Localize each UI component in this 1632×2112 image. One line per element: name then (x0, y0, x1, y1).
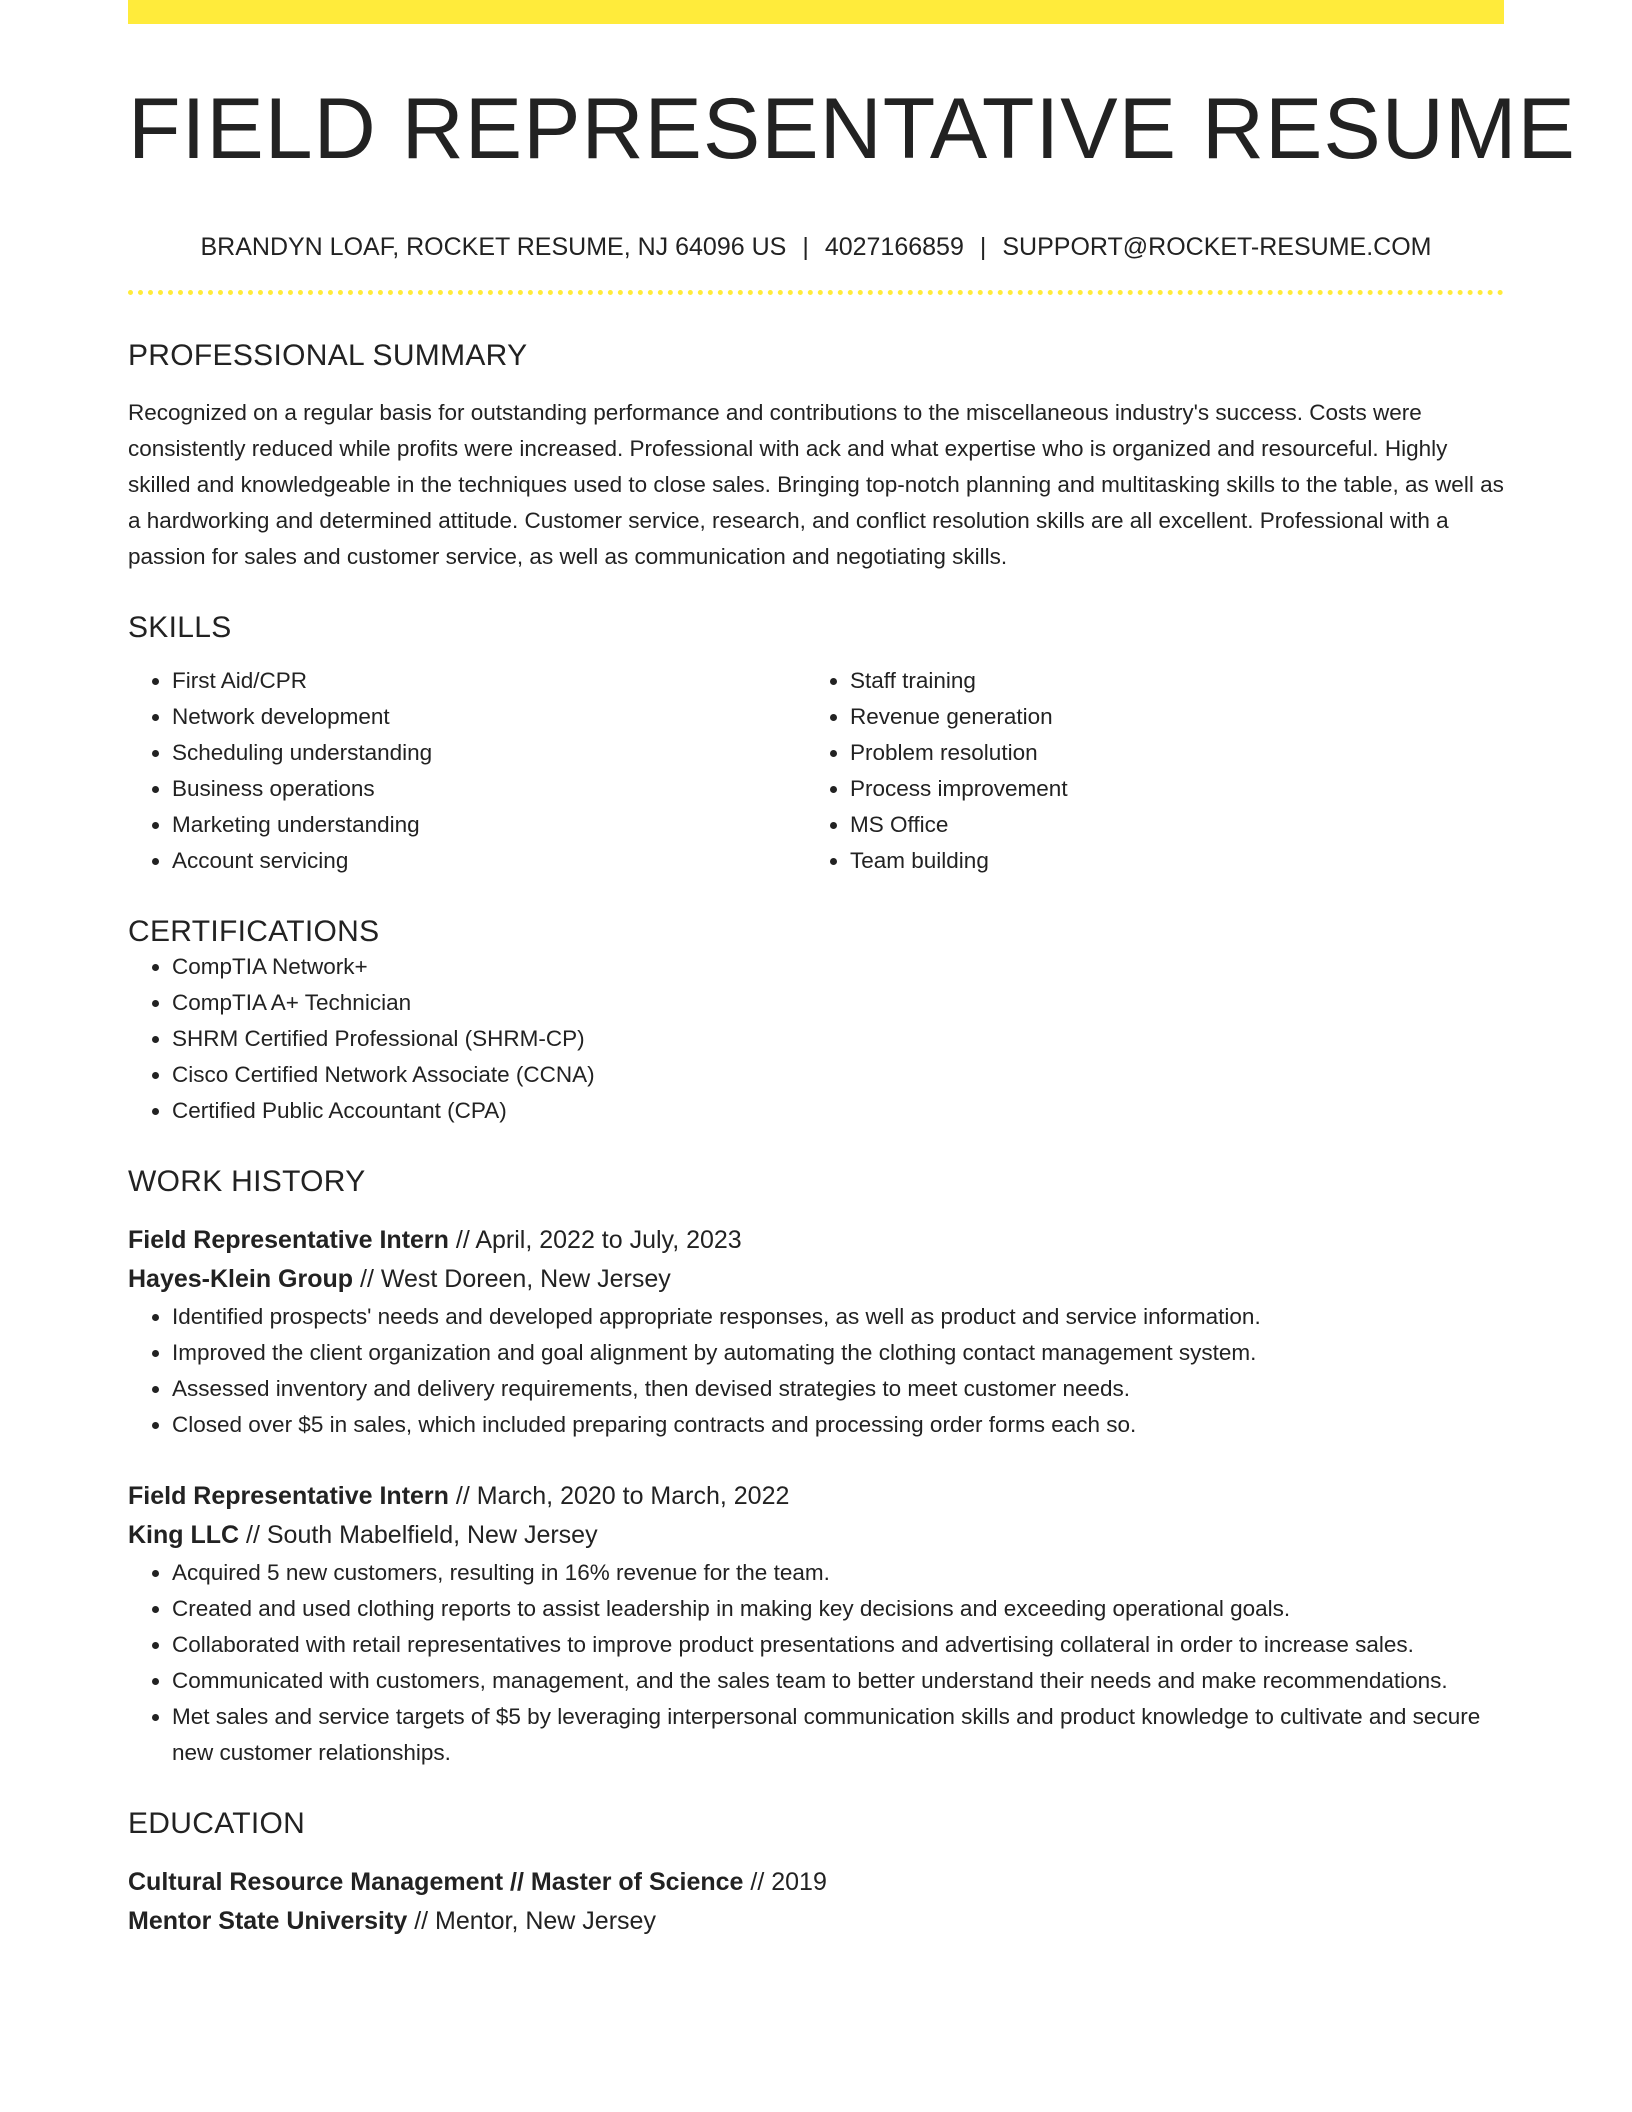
contact-separator: | (802, 232, 809, 261)
skill-item: • Marketing understanding (172, 807, 806, 843)
certification-item: • SHRM Certified Professional (SHRM-CP) (172, 1021, 1504, 1057)
skill-item: • Revenue generation (850, 699, 1484, 735)
contact-email: SUPPORT@ROCKET-RESUME.COM (1002, 232, 1432, 261)
job-bullet: • Identified prospects' needs and developed appropriate responses, as well as product and service information. (172, 1299, 1504, 1335)
skill-item: • Scheduling understanding (172, 735, 806, 771)
job-title-line (128, 1221, 1504, 1260)
skills-heading: SKILLS (128, 610, 232, 644)
job-bullet: • Created and used clothing reports to assist leadership in making key decisions and exceeding operational goals. (172, 1591, 1504, 1627)
skill-item: • MS Office (850, 807, 1484, 843)
certifications-heading: CERTIFICATIONS (128, 914, 380, 948)
job-bullet: • Closed over $5 in sales, which included preparing contracts and processing order forms each so. (172, 1407, 1504, 1443)
skill-item: • Process improvement (850, 771, 1484, 807)
contact-line (128, 233, 1504, 262)
contact-phone: 4027166859 (824, 232, 964, 261)
job-bullet: • Improved the client organization and goal alignment by automating the clothing contact management system. (172, 1335, 1504, 1371)
skill-item: • Network development (172, 699, 806, 735)
summary-text: Recognized on a regular basis for outstanding performance and contributions to the miscellaneous industry's success. Costs were consistently reduced while profits were increased. Professional with ack and what expertise who is organized and resourceful. Highly skilled and knowledgeable in the techniques used to close sales. Bringing top-notch planning and multitasking skills to the table, as well as a hardworking and determined attitude. Customer service, research, and conflict resolution skills are all excellent. Professional with a passion for sales and customer service, as well as communication and negotiating skills. (128, 399, 1504, 569)
contact-address: BRANDYN LOAF, ROCKET RESUME, NJ 64096 US (200, 232, 787, 261)
job-role: Field Representative Intern (128, 1225, 449, 1254)
education-degree: Cultural Resource Management // Master of Science (128, 1867, 744, 1896)
skill-item: • Staff training (850, 663, 1484, 699)
skill-item: • Business operations (172, 771, 806, 807)
education-school: Mentor State University (128, 1906, 408, 1935)
skill-item: • Team building (850, 843, 1484, 879)
resume-page (128, 0, 1576, 1941)
job-bullets (128, 1299, 1504, 1443)
skills-list-right (806, 663, 1484, 879)
education-location: // Mentor, New Jersey (407, 1906, 656, 1935)
job-bullet: • Assessed inventory and delivery requirements, then devised strategies to meet customer needs. (172, 1371, 1504, 1407)
skill-item: • First Aid/CPR (172, 663, 806, 699)
skills-column-right (806, 663, 1484, 879)
job-dates: // April, 2022 to July, 2023 (448, 1225, 742, 1254)
work-history-heading: WORK HISTORY (128, 1164, 366, 1198)
resume-title: FIELD REPRESENTATIVE RESUME (128, 81, 1576, 177)
education-year: // 2019 (743, 1867, 827, 1896)
skills-list-left (128, 663, 806, 879)
job-role: Field Representative Intern (128, 1481, 449, 1510)
education-degree-line (128, 1863, 1504, 1902)
skill-item: • Account servicing (172, 843, 806, 879)
job-title-line (128, 1477, 1504, 1516)
contact-separator: | (979, 232, 987, 261)
job-location: // West Doreen, New Jersey (353, 1264, 671, 1293)
certification-item: • CompTIA A+ Technician (172, 985, 1504, 1021)
education-school-line (128, 1902, 1504, 1941)
job-bullets (128, 1555, 1504, 1771)
job-company-line (128, 1516, 1504, 1555)
summary-heading: PROFESSIONAL SUMMARY (128, 338, 528, 372)
job-bullet: • Acquired 5 new customers, resulting in 16% revenue for the team. (172, 1555, 1504, 1591)
job-dates: // March, 2020 to March, 2022 (448, 1481, 790, 1510)
job-bullet: • Met sales and service targets of $5 by leveraging interpersonal communication skills and product knowledge to cultivate and secure new customer relationships. (172, 1699, 1504, 1771)
job-bullet: • Collaborated with retail representatives to improve product presentations and advertising collateral in order to increase sales. (172, 1627, 1504, 1663)
certification-item: • Cisco Certified Network Associate (CCNA) (172, 1057, 1504, 1093)
skill-item: • Problem resolution (850, 735, 1484, 771)
job-bullet: • Communicated with customers, management, and the sales team to better understand their needs and make recommendations. (172, 1663, 1504, 1699)
job-location: // South Mabelfield, New Jersey (239, 1520, 598, 1549)
dotted-divider (128, 290, 1504, 295)
job-company: King LLC (128, 1520, 240, 1549)
certifications-list (128, 949, 1504, 1129)
accent-bar (128, 0, 1504, 24)
job-company: Hayes-Klein Group (128, 1264, 354, 1293)
skills-column-left (128, 663, 806, 879)
education-heading: EDUCATION (128, 1806, 306, 1840)
certification-item: • CompTIA Network+ (172, 949, 1504, 985)
job-company-line (128, 1260, 1504, 1299)
skills-grid (128, 663, 1504, 879)
certification-item: • Certified Public Accountant (CPA) (172, 1093, 1504, 1129)
